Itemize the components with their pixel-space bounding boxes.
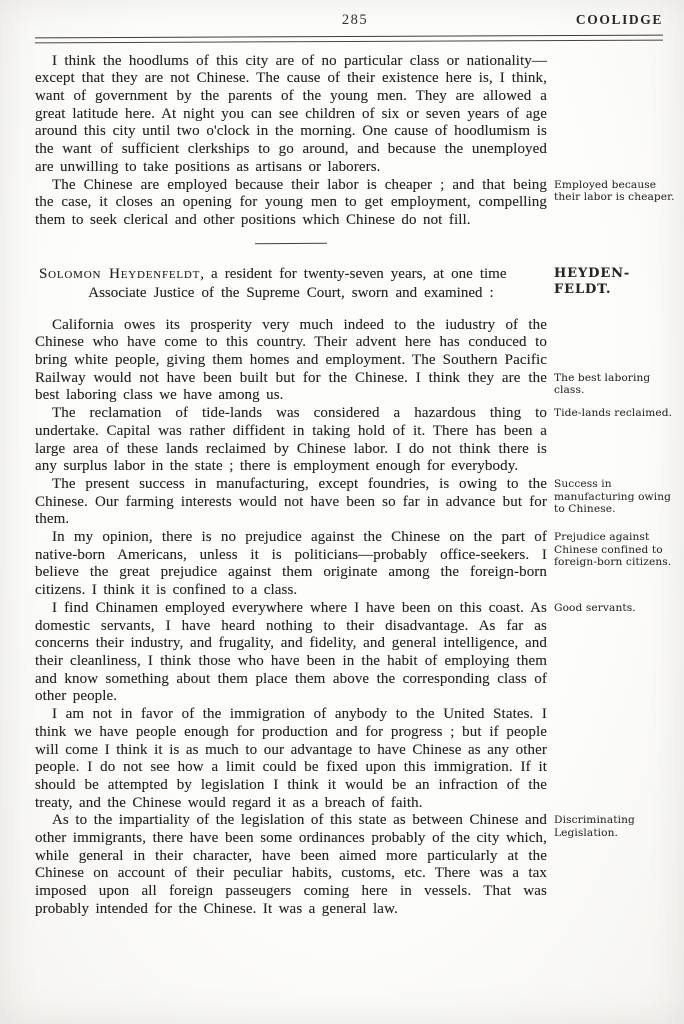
paragraph-servants bbox=[35, 600, 678, 706]
paragraph-text: The Chinese are employed because their labor is cheaper ; and that being the case, it closes an opening for young men to get employment, compelling them to seek clerical and other positions which Chinese do not fill. bbox=[35, 176, 547, 228]
witness-heading-line2: Associate Justice of the Supreme Court, sworn and examined : bbox=[88, 285, 494, 302]
margin-note-column bbox=[547, 706, 678, 707]
margin-note-witness-line1: HEYDEN- bbox=[554, 265, 631, 281]
paragraph-text: I think the hoodlums of this city are of no particular class or nationality—except that they are not Chinese. The cause of their existence here is, I think, want of government by the parents of the young men. They are allowed a great latitude here. At night you can see children of six or seven years of age around this city until two o'clock in the morning. One cause of hoodlumism is the want of sufficient clerkships to go around, and because the unemployed are unwilling to take positions as artisans or laborers. bbox=[35, 52, 547, 175]
margin-note-witness-line2: FELDT. bbox=[554, 282, 612, 298]
witness-heading bbox=[35, 265, 547, 304]
witness-heading-rest: , a resident for twenty-seven years, at one time bbox=[200, 265, 507, 282]
margin-note-column bbox=[547, 53, 678, 54]
paragraph-text: In my opinion, there is no prejudice against the Chinese on the part of native-born Americans, unless it is politicians—probably office-seekers. I believe the great prejudice against them originate among the foreign-born citizens. I think it is confined to a class. bbox=[35, 529, 547, 599]
witness-heading-row bbox=[35, 265, 678, 304]
paragraph-california-prosperity bbox=[35, 317, 678, 406]
margin-note-column bbox=[547, 243, 678, 244]
paragraph-text: The present success in manufacturing, except foundries, is owing to the Chinese. Our farming interests would not have been so far in advance but for them. bbox=[35, 475, 547, 528]
margin-note-column bbox=[547, 600, 678, 615]
witness-heading-line1 bbox=[35, 265, 547, 285]
margin-note: Good servants. bbox=[554, 601, 636, 614]
margin-note-column bbox=[547, 405, 678, 420]
margin-note-column bbox=[547, 265, 678, 299]
paragraph-text: The reclamation of tide-lands was considered a hazardous thing to undertake. Capital was rather diffident in taking hold of it. There has been a large area of these lands reclaimed by Chinese labor. I do not think there is any surplus labor in the state ; there is employment enough for everybody. bbox=[35, 405, 547, 475]
paragraph-text: As to the impartiality of the legislation of this state as between Chinese and other immigrants, there have been some ordinances probably of the city which, while general in their character, have been aimed more particularly at the Chinese on account of their peculiar habits, customs, etc. There was a tax imposed upon all foreign passeugers coming here in vessels. That was probably intended for the Chinese. It was a general law. bbox=[35, 812, 547, 917]
page-body bbox=[35, 51, 678, 919]
paragraph-text: I am not in favor of the immigration of anybody to the United States. I think we have people enough for production and for progress ; but if people will come I think it is as much to our advantage to have Chinese as any other people. I do not see how a limit could be fixed upon this immigration. If it should be attempted by legislation I think it would be an infraction of the treaty, and the Chinese would regard it as a breach of faith. bbox=[35, 706, 547, 811]
paragraph-text: I find Chinamen employed everywhere where I have been on this coast. As domestic servants, I have heard nothing to their disadvantage. As far as concerns their industry, and frugality, and fidelity, and general intelligence, and their cleanliness, I think those who have been in the habit of employing them and know something about them place them above the corresponding class of other people. bbox=[35, 599, 547, 705]
paragraph-immigration bbox=[35, 706, 678, 812]
margin-note-column bbox=[547, 177, 678, 204]
margin-note: Tide-lands reclaimed. bbox=[554, 407, 673, 420]
margin-note-column bbox=[547, 812, 678, 839]
margin-note-column bbox=[547, 317, 678, 397]
paragraph-text: California owes its prosperity very much indeed to the iudustry of the Chinese who have come to this country. Their advent here has conduced to bring white people, giving them homes and employment. The Southern Pacific Railway would not have been built but for the Chinese. I think they are the best laboring class we have among us. bbox=[35, 316, 547, 404]
header-double-rule bbox=[35, 35, 663, 43]
margin-note: Prejudice against Chinese confined to foreign-born citizens. bbox=[554, 531, 672, 569]
running-head: COOLIDGE bbox=[575, 12, 663, 27]
margin-note: The best laboring class. bbox=[554, 371, 651, 397]
margin-note-witness bbox=[554, 265, 678, 299]
margin-note-column bbox=[547, 529, 678, 569]
margin-note: Employed because their labor is cheaper. bbox=[554, 178, 675, 204]
paragraph-prejudice bbox=[35, 529, 678, 600]
paragraph-legislation bbox=[35, 812, 678, 918]
paragraph-manufacturing bbox=[35, 476, 678, 529]
margin-note-column bbox=[547, 476, 678, 516]
margin-note: Success in manufacturing owing to Chinese. bbox=[554, 477, 672, 516]
paragraph-hoodlums bbox=[35, 53, 678, 177]
page-header bbox=[35, 12, 663, 29]
witness-name: Solomon Heydenfeldt bbox=[39, 265, 201, 282]
page-number: 285 bbox=[341, 12, 369, 28]
margin-note: Discriminating Legislation. bbox=[554, 814, 635, 839]
section-divider-rule bbox=[255, 242, 327, 244]
paragraph-tide-lands bbox=[35, 405, 678, 476]
section-divider-holder bbox=[35, 243, 547, 244]
section-divider-row bbox=[35, 243, 678, 244]
paragraph-chinese-employed bbox=[35, 177, 678, 230]
